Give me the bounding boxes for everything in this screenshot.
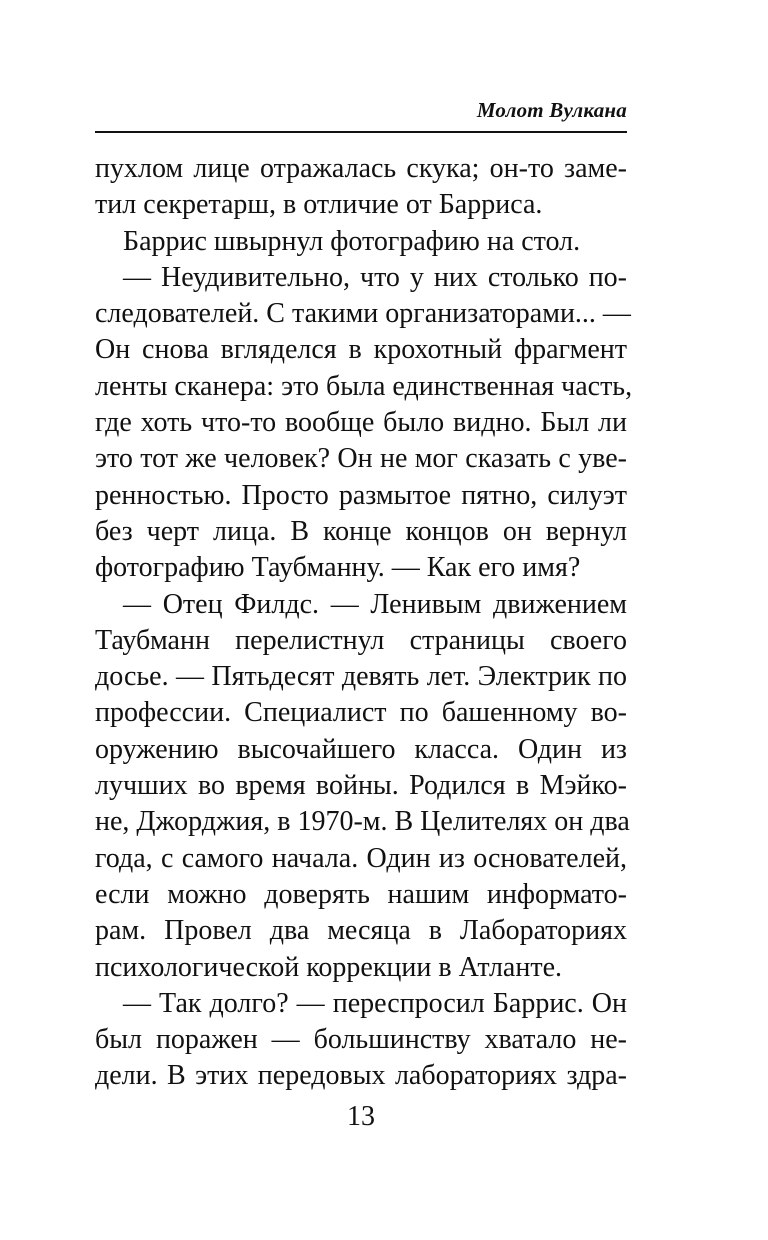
text-line: следователей. С такими организаторами... —	[95, 298, 631, 330]
text-line: фотографию Таубманну. — Как его имя?	[95, 552, 581, 584]
running-head: Молот Вулкана	[476, 98, 627, 122]
text-line: ренностью. Просто размытое пятно, силуэт	[95, 479, 627, 511]
text-line: — Неудивительно, что у них столько по-	[123, 261, 627, 293]
text-line: досье. — Пятьдесят девять лет. Электрик по	[95, 661, 627, 693]
text-line: профессии. Специалист по башенному во-	[95, 697, 627, 729]
text-line: оружению высочайшего класса. Один из	[95, 733, 627, 765]
text-line: ленты сканера: это была единственная часть,	[95, 370, 633, 402]
text-line: был поражен — большинству хватало не-	[95, 1024, 627, 1056]
page-number: 13	[347, 1101, 375, 1132]
text-line: — Так долго? — переспросил Баррис. Он	[123, 987, 627, 1019]
text-line: психологической коррекции в Атланте.	[95, 951, 563, 983]
body-text	[95, 151, 633, 1095]
text-line: это тот же человек? Он не мог сказать с уве-	[95, 443, 627, 475]
text-line: — Отец Филдс. — Ленивым движением	[123, 588, 627, 620]
text-line: Баррис швырнул фотографию на стол.	[123, 225, 581, 257]
text-line: где хоть что-то вообще было видно. Был ли	[95, 407, 627, 439]
text-line: Таубманн перелистнул страницы своего	[95, 624, 627, 656]
text-line: года, с самого начала. Один из основателей,	[95, 842, 627, 874]
text-line: лучших во время войны. Родился в Мэйко-	[95, 770, 627, 802]
text-line: Он снова вгляделся в крохотный фрагмент	[95, 334, 627, 366]
text-line: рам. Провел два месяца в Лабораториях	[95, 915, 627, 947]
text-line: пухлом лице отражалась скука; он-то заме-	[95, 153, 627, 184]
text-line: если можно доверять нашим информато-	[95, 878, 627, 910]
text-line: без черт лица. В конце концов он вернул	[95, 515, 627, 547]
header-rule	[95, 131, 627, 133]
text-line: тил секретарш, в отличие от Барриса.	[95, 189, 543, 221]
text-line: дели. В этих передовых лабораториях здра-	[95, 1060, 627, 1092]
text-line: не, Джорджия, в 1970-м. В Целителях он два	[95, 806, 630, 838]
